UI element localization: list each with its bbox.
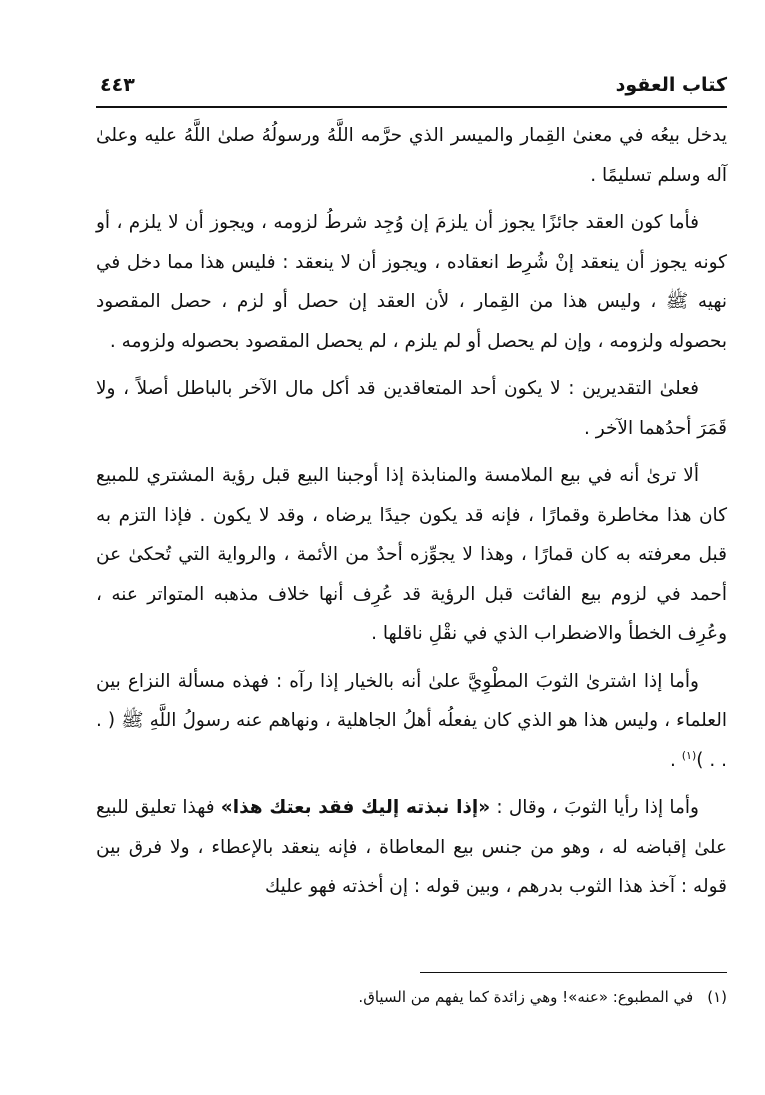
footnote-label: (١) [707,988,727,1006]
paragraph [96,456,727,662]
footnote-reference[interactable]: (١) [681,748,697,762]
paragraph-text: فهذا تعليق للبيع علىٰ إقباضه له ، وهو من جنس بيع المعاطاة ، فإنه ينعقد بالإعطاء ، ولا فرق بين قوله : آخذ هذا الثوب بدرهم ، وبين قوله : إن أخذته فهو عليك [96,797,727,897]
paragraph [96,788,727,915]
running-header [96,68,727,108]
paragraph-text: يدخل بيعُه في معنىٰ القِمار والميسر الذي حرَّمه اللَّهُ ورسولُهُ صلىٰ اللَّهُ عليه وعلىٰ آله وسلم تسليمًا . [96,125,727,186]
body-text [96,116,727,915]
page-number: ٤٤٣ [100,74,135,96]
paragraph-text: فأما كون العقد جائزًا يجوز أن يلزمَ إن وُجِد شرطُ لزومه ، ويجوز أن لا يلزم ، أو كونه يجوز أن ينعقد إنْ شُرِط انعقاده ، ويجوز أن لا ينعقد : فليس هذا مما دخل في نهيه ﷺ ، وليس هذا من القِمار ، لأن العقد إن حصل أو لزم ، حصل المقصود بحصوله ولزومه ، وإن لم يحصل أو لم يلزم ، لم يحصل المقصود بحصوله ولزومه . [96,212,727,352]
paragraph-text: وأما إذا اشترىٰ الثوبَ المطْوِيَّ علىٰ أنه بالخيار إذا رآه : فهذه مسألة النزاع بين العلماء ، وليس هذا هو الذي كان يفعلُه أهلُ الجاهلية ، ونهاهم عنه رسولُ اللَّهِ ﷺ ( . . . ) [96,670,727,771]
paragraph [96,662,727,789]
header-rule [96,106,727,108]
paragraph [96,116,727,203]
footnote-rule [420,972,727,973]
quoted-phrase: «إذا نبذته إليك فقد بعتك هذا» [220,797,491,818]
footnote-text: في المطبوع: «عنه»! وهي زائدة كما يفهم من السياق. [358,988,694,1006]
chapter-title: كتاب العقود [615,74,727,96]
paragraph [96,203,727,369]
footnote [96,984,727,1010]
paragraph-text: فعلىٰ التقديرين : لا يكون أحد المتعاقدين قد أكل مال الآخر بالباطل أصلاً ، ولا قَمَرَ أحدُهما الآخر . [96,378,727,439]
paragraph-text: وأما إذا رأيا الثوبَ ، وقال : [490,797,699,818]
paragraph-text: ألا ترىٰ أنه في بيع الملامسة والمنابذة إذا أوجبنا البيع قبل رؤية المشتري للمبيع كان هذا مخاطرة وقمارًا ، فإنه قد يكون جيدًا يرضاه ، وقد لا يكون . فإذا التزم به قبل معرفته به كان قمارًا ، وهذا لا يجوِّزه أحدٌ من الأئمة ، والرواية التي تُحكىٰ عن أحمد في لزوم بيع الفائت قبل الرؤية قد عُرِف أنها خلاف مذهبه المتواتر عنه ، وعُرِف الخطأ والاضطراب الذي في نقْلِ ناقلها . [96,465,727,644]
paragraph-text-end: . [669,749,682,771]
paragraph [96,369,727,456]
